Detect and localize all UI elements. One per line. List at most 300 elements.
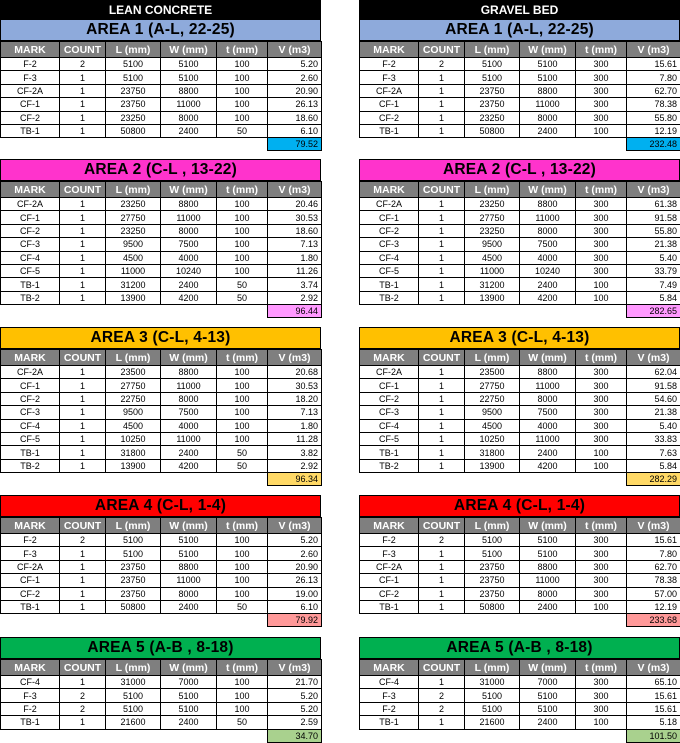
- table-cell[interactable]: 12.19: [627, 124, 680, 137]
- table-cell[interactable]: 300: [576, 432, 627, 445]
- table-cell[interactable]: CF-3: [1, 238, 60, 251]
- table-cell[interactable]: CF-2A: [360, 84, 419, 97]
- table-cell[interactable]: 100: [217, 224, 268, 237]
- table-cell[interactable]: 3.74: [268, 278, 322, 291]
- table-cell[interactable]: 2400: [161, 124, 217, 137]
- table-cell[interactable]: 300: [576, 547, 627, 560]
- table-cell[interactable]: 23750: [106, 84, 161, 97]
- table-cell[interactable]: 1: [419, 264, 465, 277]
- table-cell[interactable]: CF-1: [360, 211, 419, 224]
- table-cell[interactable]: 5100: [465, 71, 520, 84]
- table-cell[interactable]: 100: [217, 379, 268, 392]
- table-cell[interactable]: 7500: [161, 406, 217, 419]
- table-cell[interactable]: TB-2: [1, 459, 60, 472]
- table-cell[interactable]: 31800: [106, 446, 161, 459]
- table-cell[interactable]: 1: [60, 251, 106, 264]
- table-cell[interactable]: 2.60: [268, 547, 322, 560]
- table-cell[interactable]: 91.58: [627, 211, 680, 224]
- table-cell[interactable]: 10240: [520, 264, 576, 277]
- table-cell[interactable]: 100: [217, 689, 268, 702]
- table-cell[interactable]: 1: [419, 111, 465, 124]
- table-cell[interactable]: 300: [576, 392, 627, 405]
- table-cell[interactable]: 50800: [106, 124, 161, 137]
- table-cell[interactable]: 1: [419, 560, 465, 573]
- table-cell[interactable]: 100: [576, 459, 627, 472]
- table-cell[interactable]: 100: [576, 600, 627, 613]
- table-cell[interactable]: 100: [217, 264, 268, 277]
- table-cell[interactable]: 11000: [520, 379, 576, 392]
- table-cell[interactable]: 2400: [161, 600, 217, 613]
- table-cell[interactable]: F-2: [1, 702, 60, 715]
- table-cell[interactable]: 4200: [161, 459, 217, 472]
- table-cell[interactable]: 9500: [465, 238, 520, 251]
- table-cell[interactable]: 23500: [465, 366, 520, 379]
- table-cell[interactable]: 8800: [520, 198, 576, 211]
- table-cell[interactable]: 1: [60, 432, 106, 445]
- table-cell[interactable]: 1: [419, 84, 465, 97]
- table-cell[interactable]: 5.18: [627, 716, 680, 729]
- table-cell[interactable]: 13900: [465, 459, 520, 472]
- table-cell[interactable]: 23750: [465, 84, 520, 97]
- table-cell[interactable]: 11000: [161, 211, 217, 224]
- table-cell[interactable]: 1: [60, 560, 106, 573]
- table-cell[interactable]: 2.92: [268, 291, 322, 304]
- table-cell[interactable]: 5100: [106, 689, 161, 702]
- table-cell[interactable]: CF-4: [1, 251, 60, 264]
- table-cell[interactable]: 100: [217, 98, 268, 111]
- table-cell[interactable]: 26.13: [268, 98, 322, 111]
- table-cell[interactable]: 23750: [106, 560, 161, 573]
- table-cell[interactable]: 54.60: [627, 392, 680, 405]
- table-cell[interactable]: 2400: [520, 278, 576, 291]
- table-cell[interactable]: 5.20: [268, 534, 322, 547]
- table-cell[interactable]: 100: [217, 587, 268, 600]
- table-cell[interactable]: 30.53: [268, 211, 322, 224]
- area-total-volume[interactable]: 79.92: [268, 614, 322, 627]
- area-total-volume[interactable]: 233.68: [627, 614, 680, 627]
- table-cell[interactable]: 4200: [520, 459, 576, 472]
- table-cell[interactable]: 27750: [465, 379, 520, 392]
- table-cell[interactable]: 1: [60, 419, 106, 432]
- table-cell[interactable]: CF-2: [1, 587, 60, 600]
- table-cell[interactable]: TB-2: [1, 291, 60, 304]
- area-total-volume[interactable]: 232.48: [627, 138, 680, 151]
- table-cell[interactable]: 1: [419, 419, 465, 432]
- table-cell[interactable]: TB-1: [1, 278, 60, 291]
- table-cell[interactable]: 15.61: [627, 689, 680, 702]
- table-cell[interactable]: 9500: [465, 406, 520, 419]
- table-cell[interactable]: 1: [419, 676, 465, 689]
- table-cell[interactable]: 20.46: [268, 198, 322, 211]
- table-cell[interactable]: 100: [217, 58, 268, 71]
- table-cell[interactable]: CF-4: [1, 419, 60, 432]
- table-cell[interactable]: 1: [60, 278, 106, 291]
- area-total-volume[interactable]: 282.65: [627, 305, 680, 318]
- table-cell[interactable]: F-3: [1, 689, 60, 702]
- table-cell[interactable]: 100: [217, 366, 268, 379]
- table-cell[interactable]: 9500: [106, 238, 161, 251]
- table-cell[interactable]: 8000: [161, 111, 217, 124]
- table-cell[interactable]: 5100: [520, 689, 576, 702]
- table-cell[interactable]: 100: [217, 71, 268, 84]
- table-cell[interactable]: 1: [419, 224, 465, 237]
- table-cell[interactable]: 100: [217, 238, 268, 251]
- table-cell[interactable]: 65.10: [627, 676, 680, 689]
- table-cell[interactable]: 100: [217, 432, 268, 445]
- table-cell[interactable]: 1: [419, 446, 465, 459]
- table-cell[interactable]: 4200: [161, 291, 217, 304]
- table-cell[interactable]: 7.13: [268, 406, 322, 419]
- table-cell[interactable]: 100: [217, 574, 268, 587]
- table-cell[interactable]: 1: [419, 574, 465, 587]
- table-cell[interactable]: 300: [576, 71, 627, 84]
- table-cell[interactable]: 33.83: [627, 432, 680, 445]
- table-cell[interactable]: 21.70: [268, 676, 322, 689]
- table-cell[interactable]: 31000: [106, 676, 161, 689]
- table-cell[interactable]: 22750: [106, 392, 161, 405]
- table-cell[interactable]: 20.90: [268, 560, 322, 573]
- table-cell[interactable]: 2: [60, 58, 106, 71]
- table-cell[interactable]: 23750: [465, 587, 520, 600]
- table-cell[interactable]: 12.19: [627, 600, 680, 613]
- table-cell[interactable]: 2: [419, 58, 465, 71]
- table-cell[interactable]: 2400: [161, 278, 217, 291]
- table-cell[interactable]: 1: [60, 291, 106, 304]
- table-cell[interactable]: 300: [576, 84, 627, 97]
- table-cell[interactable]: 1.80: [268, 251, 322, 264]
- table-cell[interactable]: CF-3: [1, 406, 60, 419]
- table-cell[interactable]: F-3: [1, 547, 60, 560]
- table-cell[interactable]: 11000: [520, 98, 576, 111]
- table-cell[interactable]: 8800: [161, 560, 217, 573]
- table-cell[interactable]: 2.60: [268, 71, 322, 84]
- table-cell[interactable]: 100: [576, 278, 627, 291]
- table-cell[interactable]: 1: [60, 224, 106, 237]
- table-cell[interactable]: CF-4: [1, 676, 60, 689]
- table-cell[interactable]: 11.28: [268, 432, 322, 445]
- table-cell[interactable]: 50: [217, 600, 268, 613]
- table-cell[interactable]: 20.68: [268, 366, 322, 379]
- table-cell[interactable]: 8000: [520, 392, 576, 405]
- table-cell[interactable]: 5.40: [627, 419, 680, 432]
- table-cell[interactable]: 1: [60, 406, 106, 419]
- table-cell[interactable]: CF-2: [1, 392, 60, 405]
- table-cell[interactable]: 7000: [520, 676, 576, 689]
- table-cell[interactable]: 5.20: [268, 58, 322, 71]
- table-cell[interactable]: 1: [419, 459, 465, 472]
- table-cell[interactable]: 11000: [520, 211, 576, 224]
- table-cell[interactable]: 300: [576, 406, 627, 419]
- table-cell[interactable]: 31800: [465, 446, 520, 459]
- table-cell[interactable]: 1.80: [268, 419, 322, 432]
- table-cell[interactable]: 13900: [465, 291, 520, 304]
- table-cell[interactable]: 23750: [465, 574, 520, 587]
- table-cell[interactable]: 100: [217, 111, 268, 124]
- table-cell[interactable]: 5100: [161, 534, 217, 547]
- table-cell[interactable]: CF-2: [1, 224, 60, 237]
- table-cell[interactable]: 1: [419, 432, 465, 445]
- table-cell[interactable]: 4500: [106, 251, 161, 264]
- table-cell[interactable]: 26.13: [268, 574, 322, 587]
- table-cell[interactable]: 15.61: [627, 534, 680, 547]
- table-cell[interactable]: 1: [419, 124, 465, 137]
- table-cell[interactable]: 100: [217, 84, 268, 97]
- table-cell[interactable]: 100: [217, 392, 268, 405]
- table-cell[interactable]: 50: [217, 716, 268, 729]
- table-cell[interactable]: 300: [576, 238, 627, 251]
- table-cell[interactable]: 300: [576, 98, 627, 111]
- table-cell[interactable]: 10250: [465, 432, 520, 445]
- table-cell[interactable]: TB-1: [1, 124, 60, 137]
- table-cell[interactable]: 300: [576, 366, 627, 379]
- table-cell[interactable]: 5100: [161, 58, 217, 71]
- table-cell[interactable]: 15.61: [627, 58, 680, 71]
- table-cell[interactable]: 50: [217, 459, 268, 472]
- table-cell[interactable]: 5100: [465, 534, 520, 547]
- table-cell[interactable]: CF-1: [1, 574, 60, 587]
- table-cell[interactable]: 1: [60, 366, 106, 379]
- table-cell[interactable]: 61.38: [627, 198, 680, 211]
- table-cell[interactable]: CF-5: [360, 432, 419, 445]
- table-cell[interactable]: 4000: [520, 251, 576, 264]
- table-cell[interactable]: 100: [217, 560, 268, 573]
- table-cell[interactable]: 1: [419, 379, 465, 392]
- table-cell[interactable]: 23250: [106, 224, 161, 237]
- table-cell[interactable]: 1: [60, 587, 106, 600]
- table-cell[interactable]: 11000: [465, 264, 520, 277]
- table-cell[interactable]: CF-2: [360, 224, 419, 237]
- table-cell[interactable]: 100: [217, 702, 268, 715]
- table-cell[interactable]: 11000: [520, 574, 576, 587]
- table-cell[interactable]: 1: [60, 676, 106, 689]
- table-cell[interactable]: 5100: [520, 702, 576, 715]
- table-cell[interactable]: TB-1: [1, 600, 60, 613]
- table-cell[interactable]: 9500: [106, 406, 161, 419]
- table-cell[interactable]: 1: [419, 238, 465, 251]
- table-cell[interactable]: 2400: [161, 446, 217, 459]
- table-cell[interactable]: 22750: [465, 392, 520, 405]
- table-cell[interactable]: 62.04: [627, 366, 680, 379]
- table-cell[interactable]: 1: [60, 84, 106, 97]
- table-cell[interactable]: 11000: [520, 432, 576, 445]
- table-cell[interactable]: 300: [576, 702, 627, 715]
- table-cell[interactable]: 100: [576, 446, 627, 459]
- table-cell[interactable]: 78.38: [627, 98, 680, 111]
- table-cell[interactable]: CF-3: [360, 238, 419, 251]
- table-cell[interactable]: 78.38: [627, 574, 680, 587]
- table-cell[interactable]: 5.84: [627, 291, 680, 304]
- table-cell[interactable]: 8800: [161, 84, 217, 97]
- table-cell[interactable]: 7.80: [627, 71, 680, 84]
- table-cell[interactable]: 8000: [520, 224, 576, 237]
- table-cell[interactable]: 11000: [161, 574, 217, 587]
- table-cell[interactable]: 2400: [520, 716, 576, 729]
- table-cell[interactable]: CF-3: [360, 406, 419, 419]
- table-cell[interactable]: 300: [576, 419, 627, 432]
- table-cell[interactable]: 4000: [161, 251, 217, 264]
- table-cell[interactable]: 8000: [520, 111, 576, 124]
- table-cell[interactable]: 23250: [106, 111, 161, 124]
- table-cell[interactable]: 2: [419, 702, 465, 715]
- table-cell[interactable]: 300: [576, 251, 627, 264]
- table-cell[interactable]: 5100: [106, 547, 161, 560]
- table-cell[interactable]: 27750: [465, 211, 520, 224]
- table-cell[interactable]: 33.79: [627, 264, 680, 277]
- area-total-volume[interactable]: 101.50: [627, 729, 680, 742]
- table-cell[interactable]: CF-2: [360, 587, 419, 600]
- table-cell[interactable]: 300: [576, 379, 627, 392]
- table-cell[interactable]: 2.59: [268, 716, 322, 729]
- table-cell[interactable]: 1: [419, 211, 465, 224]
- table-cell[interactable]: 6.10: [268, 600, 322, 613]
- table-cell[interactable]: CF-2: [360, 111, 419, 124]
- table-cell[interactable]: 21.38: [627, 238, 680, 251]
- table-cell[interactable]: 1: [419, 198, 465, 211]
- table-cell[interactable]: 8000: [161, 392, 217, 405]
- table-cell[interactable]: CF-5: [1, 432, 60, 445]
- area-total-volume[interactable]: 34.70: [268, 729, 322, 742]
- table-cell[interactable]: 20.90: [268, 84, 322, 97]
- table-cell[interactable]: 100: [217, 251, 268, 264]
- table-cell[interactable]: 5100: [520, 534, 576, 547]
- table-cell[interactable]: 1: [60, 547, 106, 560]
- table-cell[interactable]: 1: [60, 392, 106, 405]
- table-cell[interactable]: F-3: [360, 71, 419, 84]
- table-cell[interactable]: 2: [60, 689, 106, 702]
- table-cell[interactable]: 2.92: [268, 459, 322, 472]
- table-cell[interactable]: 5100: [161, 689, 217, 702]
- table-cell[interactable]: 11000: [161, 98, 217, 111]
- table-cell[interactable]: TB-1: [360, 446, 419, 459]
- table-cell[interactable]: CF-1: [1, 379, 60, 392]
- table-cell[interactable]: 1: [419, 278, 465, 291]
- table-cell[interactable]: 7000: [161, 676, 217, 689]
- table-cell[interactable]: 5100: [106, 534, 161, 547]
- table-cell[interactable]: 1: [60, 98, 106, 111]
- table-cell[interactable]: 5100: [106, 702, 161, 715]
- table-cell[interactable]: 1: [60, 446, 106, 459]
- table-cell[interactable]: 5.20: [268, 702, 322, 715]
- table-cell[interactable]: F-2: [360, 702, 419, 715]
- table-cell[interactable]: 5100: [465, 547, 520, 560]
- table-cell[interactable]: 55.80: [627, 111, 680, 124]
- table-cell[interactable]: 7.63: [627, 446, 680, 459]
- table-cell[interactable]: 1: [419, 251, 465, 264]
- table-cell[interactable]: 50: [217, 278, 268, 291]
- table-cell[interactable]: 31200: [465, 278, 520, 291]
- table-cell[interactable]: 23750: [106, 587, 161, 600]
- table-cell[interactable]: 50800: [106, 600, 161, 613]
- table-cell[interactable]: 1: [419, 291, 465, 304]
- table-cell[interactable]: 1: [60, 124, 106, 137]
- table-cell[interactable]: 300: [576, 111, 627, 124]
- table-cell[interactable]: 1: [60, 716, 106, 729]
- table-cell[interactable]: 2: [419, 534, 465, 547]
- table-cell[interactable]: 21600: [106, 716, 161, 729]
- table-cell[interactable]: 23250: [465, 224, 520, 237]
- table-cell[interactable]: 23250: [106, 198, 161, 211]
- table-cell[interactable]: F-2: [360, 534, 419, 547]
- table-cell[interactable]: CF-5: [1, 264, 60, 277]
- table-cell[interactable]: TB-1: [360, 124, 419, 137]
- table-cell[interactable]: CF-2A: [1, 198, 60, 211]
- table-cell[interactable]: 2: [60, 702, 106, 715]
- table-cell[interactable]: 4500: [465, 419, 520, 432]
- table-cell[interactable]: 8000: [520, 587, 576, 600]
- table-cell[interactable]: TB-2: [360, 291, 419, 304]
- table-cell[interactable]: 18.60: [268, 111, 322, 124]
- table-cell[interactable]: 300: [576, 534, 627, 547]
- table-cell[interactable]: 100: [217, 406, 268, 419]
- table-cell[interactable]: 2400: [161, 716, 217, 729]
- table-cell[interactable]: 31200: [106, 278, 161, 291]
- table-cell[interactable]: CF-5: [360, 264, 419, 277]
- table-cell[interactable]: 57.00: [627, 587, 680, 600]
- table-cell[interactable]: 30.53: [268, 379, 322, 392]
- table-cell[interactable]: TB-1: [360, 278, 419, 291]
- table-cell[interactable]: TB-1: [1, 716, 60, 729]
- table-cell[interactable]: 91.58: [627, 379, 680, 392]
- table-cell[interactable]: 2400: [520, 600, 576, 613]
- table-cell[interactable]: CF-4: [360, 251, 419, 264]
- table-cell[interactable]: 23250: [465, 198, 520, 211]
- table-cell[interactable]: 1: [419, 716, 465, 729]
- table-cell[interactable]: 300: [576, 560, 627, 573]
- table-cell[interactable]: 7500: [161, 238, 217, 251]
- table-cell[interactable]: 2: [419, 689, 465, 702]
- table-cell[interactable]: 8800: [161, 366, 217, 379]
- table-cell[interactable]: 1: [419, 406, 465, 419]
- table-cell[interactable]: 7500: [520, 406, 576, 419]
- table-cell[interactable]: 5100: [161, 702, 217, 715]
- table-cell[interactable]: CF-2A: [360, 198, 419, 211]
- table-cell[interactable]: 11.26: [268, 264, 322, 277]
- table-cell[interactable]: 1: [60, 111, 106, 124]
- table-cell[interactable]: 1: [419, 392, 465, 405]
- table-cell[interactable]: 300: [576, 224, 627, 237]
- table-cell[interactable]: 18.60: [268, 224, 322, 237]
- table-cell[interactable]: 8800: [520, 366, 576, 379]
- table-cell[interactable]: 18.20: [268, 392, 322, 405]
- table-cell[interactable]: 50800: [465, 124, 520, 137]
- table-cell[interactable]: 50: [217, 446, 268, 459]
- table-cell[interactable]: 4500: [465, 251, 520, 264]
- table-cell[interactable]: 1: [419, 71, 465, 84]
- table-cell[interactable]: 100: [576, 291, 627, 304]
- table-cell[interactable]: 1: [60, 459, 106, 472]
- table-cell[interactable]: 55.80: [627, 224, 680, 237]
- table-cell[interactable]: 300: [576, 264, 627, 277]
- table-cell[interactable]: 100: [217, 211, 268, 224]
- table-cell[interactable]: 8800: [161, 198, 217, 211]
- table-cell[interactable]: 21600: [465, 716, 520, 729]
- table-cell[interactable]: CF-2A: [360, 560, 419, 573]
- table-cell[interactable]: 100: [217, 534, 268, 547]
- table-cell[interactable]: 5.20: [268, 689, 322, 702]
- table-cell[interactable]: F-2: [1, 534, 60, 547]
- table-cell[interactable]: 1: [60, 198, 106, 211]
- table-cell[interactable]: 5100: [106, 71, 161, 84]
- table-cell[interactable]: 5.84: [627, 459, 680, 472]
- table-cell[interactable]: 4200: [520, 291, 576, 304]
- table-cell[interactable]: 5100: [520, 547, 576, 560]
- table-cell[interactable]: 3.82: [268, 446, 322, 459]
- table-cell[interactable]: 10250: [106, 432, 161, 445]
- table-cell[interactable]: 11000: [106, 264, 161, 277]
- table-cell[interactable]: TB-1: [1, 446, 60, 459]
- table-cell[interactable]: 27750: [106, 211, 161, 224]
- table-cell[interactable]: 7.80: [627, 547, 680, 560]
